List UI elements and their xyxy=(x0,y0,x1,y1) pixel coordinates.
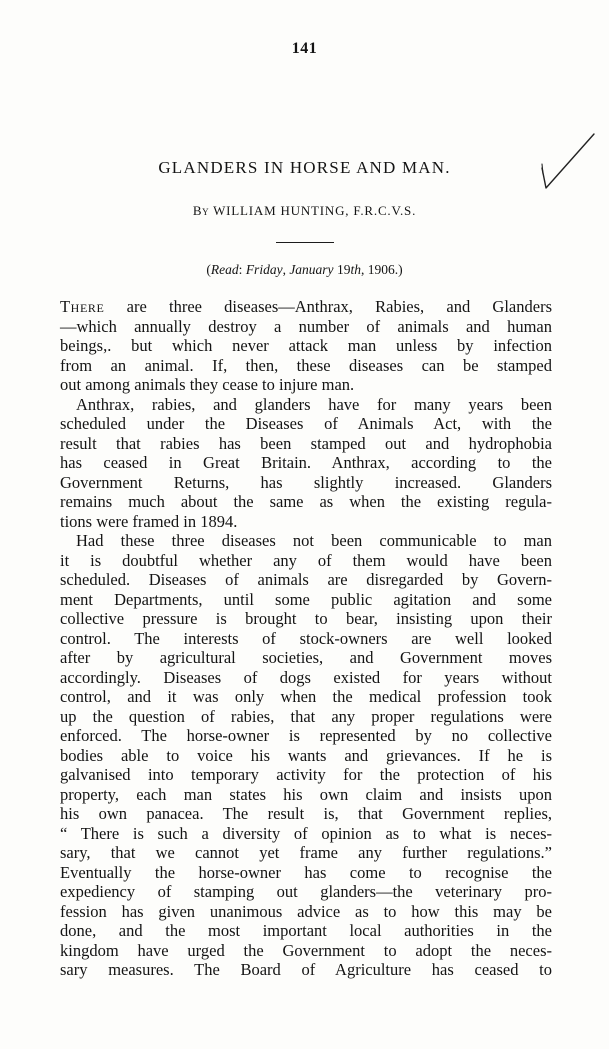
text-line: Had these three diseases not been communicable to man xyxy=(76,531,552,550)
article-title: GLANDERS IN HORSE AND MAN. xyxy=(158,158,451,177)
text-line: Anthrax, rabies, and glanders have for many years been xyxy=(76,394,552,414)
byline-author: WILLIAM HUNTING, F.R.C.V.S. xyxy=(213,203,417,218)
text-line: —which annually destroy a number of animals and human xyxy=(60,316,552,336)
text-line: his own panacea. The result is, that Government replies, xyxy=(60,804,552,823)
paragraph xyxy=(60,531,552,980)
text-line: Eventually the horse-owner has come to recognise the xyxy=(60,862,552,882)
read-note-day: 19 xyxy=(336,262,351,277)
text-line: kingdom have urged the Government to adopt the neces- xyxy=(60,940,552,960)
text-line: sary measures. The Board of Agriculture has ceased to xyxy=(60,960,552,979)
text-line xyxy=(60,297,552,317)
text-line: from an animal. If, then, these diseases can be stamped xyxy=(60,355,552,375)
byline xyxy=(0,203,609,219)
text-line: enforced. The horse-owner is represented by no collective xyxy=(60,726,552,745)
read-note-label: Read xyxy=(210,262,239,277)
page-number: 141 xyxy=(291,40,318,57)
first-word: There xyxy=(60,297,105,316)
text-line: sary, that we cannot yet frame any further regulations.” xyxy=(60,843,552,862)
body-text xyxy=(60,297,552,980)
handwritten-checkmark xyxy=(532,128,602,198)
text-line: scheduled under the Diseases of Animals Act, with the xyxy=(60,414,552,433)
read-note-weekday: Friday xyxy=(245,262,283,277)
text-line: has ceased in Great Britain. Anthrax, according to the xyxy=(60,453,552,472)
text-line: up the question of rabies, that any proper regulations were xyxy=(60,706,552,726)
read-note-year: 1906.) xyxy=(367,262,403,277)
text-line: collective pressure is brought to bear, insisting upon their xyxy=(60,609,552,628)
text-line: remains much about the same as when the existing regula- xyxy=(60,492,552,511)
read-note-day-suffix: th xyxy=(350,262,361,277)
text-line: expediency of stamping out glanders—the veterinary pro- xyxy=(60,882,552,901)
text-line: accordingly. Diseases of dogs existed for years without xyxy=(60,667,552,687)
text-line: control, and it was only when the medical profession took xyxy=(60,687,552,706)
text-line: galvanised into temporary activity for the protection of his xyxy=(60,765,552,784)
text-line: property, each man states his own claim and insists upon xyxy=(60,784,552,804)
text-line: out among animals they cease to injure man. xyxy=(60,375,355,394)
text-line: scheduled. Diseases of animals are disregarded by Govern- xyxy=(60,570,552,589)
text-line: ment Departments, until some public agitation and some xyxy=(60,589,552,609)
text-line: tions were framed in 1894. xyxy=(60,511,238,531)
read-note-open: ( xyxy=(206,262,211,277)
text-line: beings,. but which never attack man unless by infection xyxy=(60,336,552,355)
text-line: fession has given unanimous advice as to how this may be xyxy=(60,901,552,921)
text-line: Government Returns, has slightly increased. Glanders xyxy=(60,472,552,492)
byline-prefix: By xyxy=(192,203,210,218)
text-line: it is doubtful whether any of them would have been xyxy=(60,550,552,570)
read-note-colon: : xyxy=(238,262,246,277)
read-note-month: January xyxy=(289,262,334,277)
read-note-comma: , xyxy=(282,262,290,277)
text-line: after by agricultural societies, and Government moves xyxy=(60,648,552,667)
line-text: are three diseases—Anthrax, Rabies, and Glanders xyxy=(104,297,552,316)
text-line: control. The interests of stock-owners are well looked xyxy=(60,628,552,648)
text-line: “ There is such a diversity of opinion as to what is neces- xyxy=(60,823,552,843)
title-divider xyxy=(276,242,334,243)
text-line: done, and the most important local authorities in the xyxy=(60,921,552,940)
read-note xyxy=(0,262,609,278)
paragraph xyxy=(60,297,552,395)
paragraph xyxy=(60,395,552,532)
text-line: result that rabies has been stamped out and hydrophobia xyxy=(60,433,552,453)
text-line: bodies able to voice his wants and grievances. If he is xyxy=(60,745,552,765)
read-note-comma-2: , xyxy=(360,262,368,277)
